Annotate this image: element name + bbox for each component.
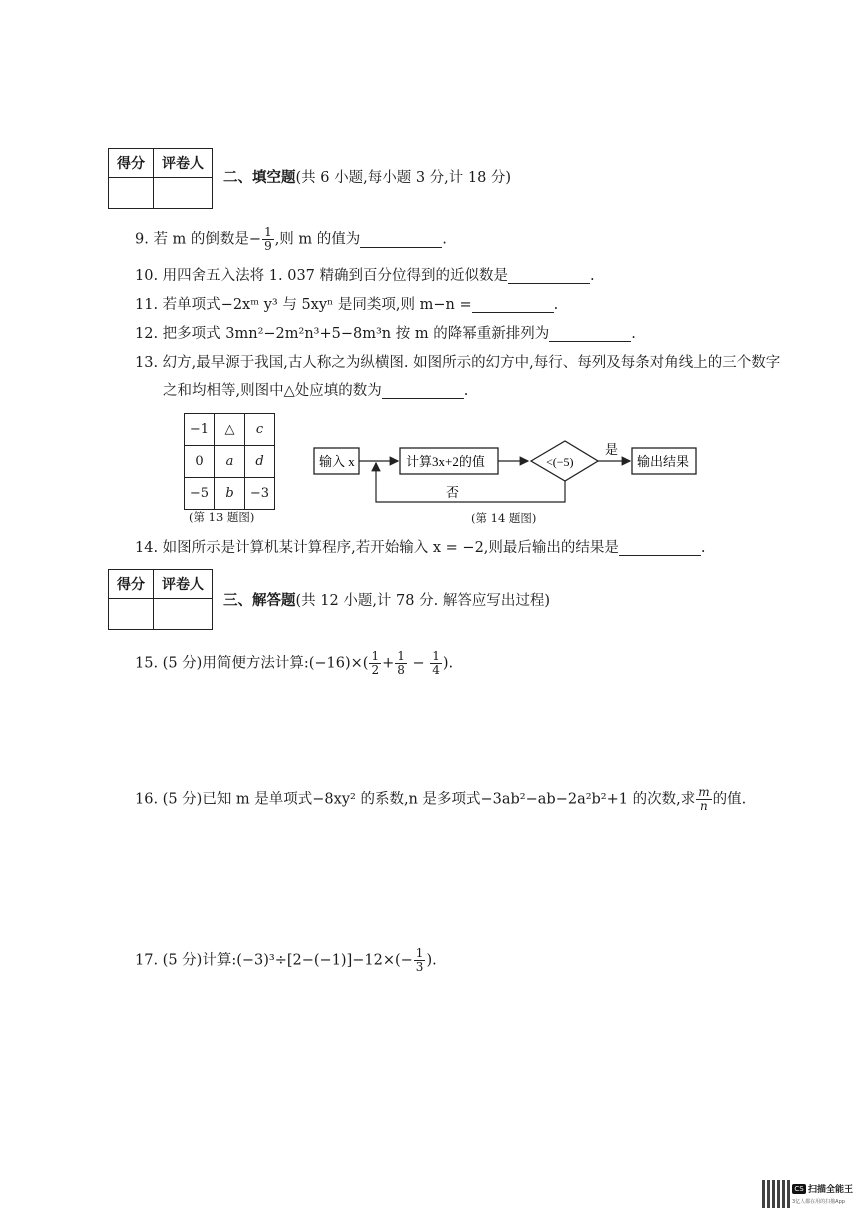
q17-post: ). — [426, 952, 437, 969]
magic-cell: −3 — [245, 478, 275, 510]
q15-post: ). — [442, 655, 454, 672]
qr-code-icon — [762, 1180, 790, 1208]
q9-end: . — [442, 231, 447, 248]
q17-fraction — [414, 947, 426, 974]
magic-cell: −5 — [185, 478, 215, 510]
q10-answer-blank[interactable] — [508, 267, 590, 284]
flow-output-label: 输出结果 — [637, 454, 690, 469]
q14-answer-blank[interactable] — [619, 539, 701, 556]
q9-fraction — [262, 226, 274, 253]
question-10 — [135, 266, 595, 286]
q15-f3-num: 1 — [432, 649, 440, 663]
q10-text: 10. 用四舍五入法将 1. 037 精确到百分位得到的近似数是 — [135, 268, 509, 284]
question-11 — [135, 295, 558, 315]
question-16 — [135, 786, 746, 813]
q17-text: 17. (5 分)计算:(−3)³÷[2−(−1)]−12×(− — [135, 952, 413, 969]
q10-end: . — [590, 268, 595, 284]
q15-fraction-1 — [369, 650, 381, 677]
question-14 — [135, 538, 706, 558]
flowchart-diagram — [300, 430, 710, 510]
score-label: 得分 — [109, 570, 154, 599]
q16-fraction — [696, 786, 711, 813]
magic-cell: b — [215, 478, 245, 510]
section2-title: 二、填空题 — [223, 170, 296, 186]
q16-post: 的值. — [712, 791, 747, 808]
grader-label: 评卷人 — [154, 149, 213, 178]
q9-den: 9 — [264, 239, 272, 253]
q12-end: . — [631, 326, 636, 342]
flow-compute-label: 计算3x+2的值 — [406, 454, 485, 469]
q14-text: 14. 如图所示是计算机某计算程序,若开始输入 x = −2,则最后输出的结果是 — [135, 540, 619, 556]
watermark-sub: 3亿人都在用的扫描App — [792, 1199, 845, 1205]
q14-end: . — [700, 540, 706, 556]
q15-fraction-3 — [430, 650, 442, 677]
magic-cell: c — [245, 414, 275, 446]
flow-condition-label: <(−5) — [546, 455, 574, 469]
q11-end: . — [553, 297, 559, 313]
section2-desc: (共 6 小题,每小题 3 分,计 18 分) — [295, 170, 512, 186]
flow-no-label: 否 — [446, 485, 460, 500]
fig13-caption: (第 13 题图) — [189, 510, 255, 524]
q13-text: 之和均相等,则图中△处应填的数为 — [163, 383, 382, 399]
score-label: 得分 — [109, 149, 154, 178]
q16-f-num: m — [698, 785, 710, 799]
q15-f2-num: 1 — [397, 649, 405, 663]
section3-desc: (共 12 小题,计 78 分. 解答应写出过程) — [295, 593, 550, 609]
grader-cell — [154, 178, 213, 209]
q11-text: 11. 若单项式−2xᵐ y³ 与 5xyⁿ 是同类项,则 m−n = — [135, 297, 472, 313]
section3-heading — [223, 589, 550, 610]
q15-fraction-2 — [395, 650, 407, 677]
question-9 — [135, 226, 447, 253]
q12-text: 12. 把多项式 3mn²−2m²n³+5−8m³n 按 m 的降幂重新排列为 — [135, 326, 550, 342]
q15-minus: − — [407, 655, 430, 672]
question-13-line2 — [163, 381, 468, 401]
question-17 — [135, 947, 437, 974]
q9-text: 9. 若 m 的倒数是− — [135, 231, 262, 248]
q16-f-den: n — [700, 799, 708, 813]
magic-cell: d — [245, 446, 275, 478]
score-cell — [109, 178, 154, 209]
magic-square — [184, 413, 275, 510]
flow-input-label: 输入 x — [319, 454, 355, 469]
section3-title: 三、解答题 — [223, 593, 296, 609]
magic-cell: 0 — [185, 446, 215, 478]
fig14-caption: (第 14 题图) — [471, 511, 537, 525]
camscanner-logo-icon: CS — [792, 1184, 806, 1194]
score-table-section2 — [108, 148, 213, 209]
q17-f-den: 3 — [415, 960, 424, 974]
grader-cell — [154, 599, 213, 630]
q15-plus: + — [382, 655, 395, 672]
q15-f3-den: 4 — [432, 663, 440, 677]
q9-post: ,则 m 的值为 — [274, 231, 361, 248]
q13-end: . — [463, 383, 469, 399]
score-cell — [109, 599, 154, 630]
question-15 — [135, 650, 453, 677]
score-table-section3 — [108, 569, 213, 630]
q9-num: 1 — [264, 225, 272, 239]
q15-f2-den: 8 — [397, 663, 405, 677]
watermark-name: 扫描全能王 — [808, 1185, 854, 1195]
magic-cell: −1 — [185, 414, 215, 446]
grader-label: 评卷人 — [154, 570, 213, 599]
question-13-line1: 13. 幻方,最早源于我国,古人称之为纵横图. 如图所示的幻方中,每行、每列及每条对角线上的三个数字 — [135, 355, 781, 371]
flow-yes-label: 是 — [605, 442, 619, 457]
question-12 — [135, 324, 636, 344]
q13-answer-blank[interactable] — [382, 382, 464, 399]
q15-f1-num: 1 — [371, 649, 380, 663]
q15-f1-den: 2 — [371, 663, 380, 677]
q12-answer-blank[interactable] — [549, 325, 631, 342]
magic-cell: a — [215, 446, 245, 478]
q17-f-num: 1 — [415, 946, 424, 960]
section2-heading — [223, 166, 511, 187]
q16-text: 16. (5 分)已知 m 是单项式−8xy² 的系数,n 是多项式−3ab²−ab−2a²b²+1 的次数,求 — [135, 791, 696, 808]
q15-text: 15. (5 分)用简便方法计算:(−16)×( — [135, 655, 369, 672]
q11-answer-blank[interactable] — [472, 296, 554, 313]
magic-cell-triangle: △ — [215, 414, 245, 446]
q9-answer-blank[interactable] — [360, 231, 442, 248]
